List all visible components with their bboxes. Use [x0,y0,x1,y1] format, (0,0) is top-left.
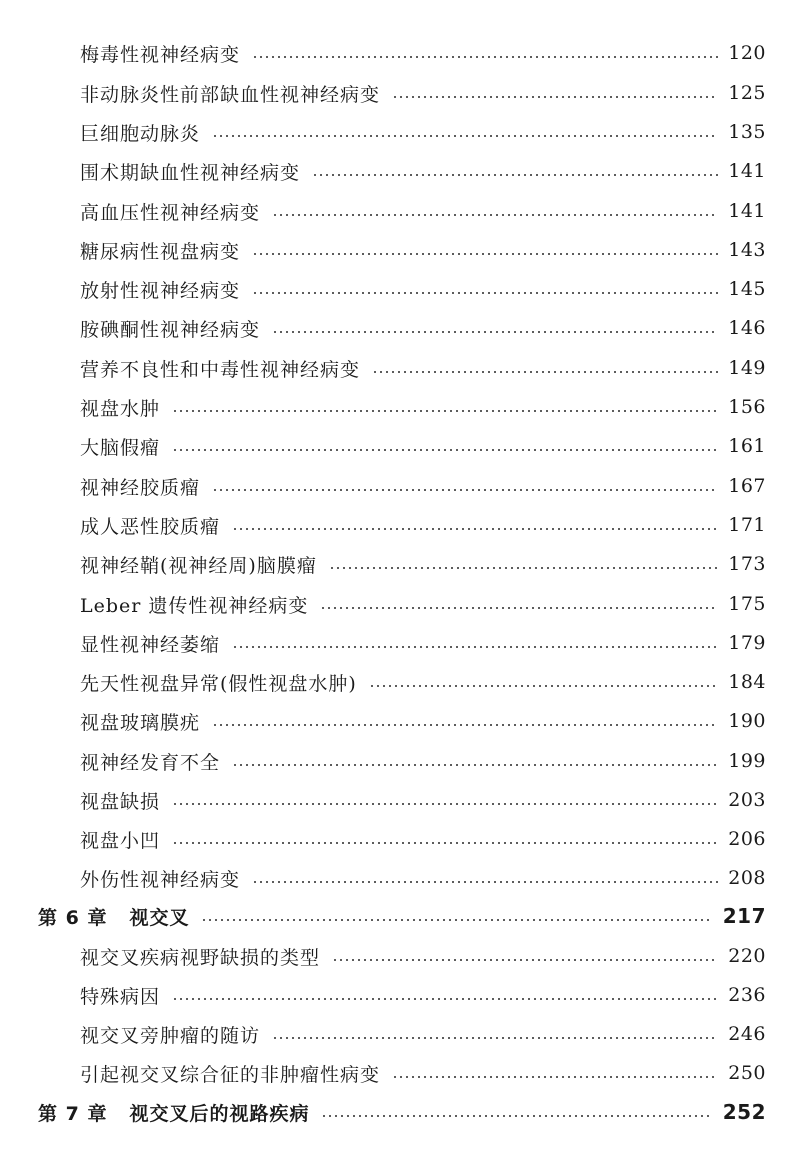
entry-page: 149 [728,357,766,379]
entry-title: 视盘水肿 [80,397,161,420]
entry-page: 220 [728,945,766,967]
entry-title: 围术期缺血性视神经病变 [80,161,301,184]
toc-entry[interactable] [80,235,766,265]
entry-title: 视交叉疾病视野缺损的类型 [80,946,321,969]
chapter-page: 252 [722,1100,766,1124]
entry-page: 156 [728,396,766,418]
entry-page: 199 [728,750,766,772]
entry-title: 糖尿病性视盘病变 [80,240,241,263]
dot-leader [232,646,718,648]
chapter-title: 视交叉 [129,906,190,929]
toc-entry[interactable] [80,746,766,776]
entry-title: 梅毒性视神经病变 [80,43,241,66]
dot-leader [392,96,718,98]
entry-page: 120 [728,42,766,64]
entry-page: 141 [728,200,766,222]
dot-leader [320,607,718,609]
entry-title: 巨细胞动脉炎 [80,122,201,145]
chapter-6-heading[interactable] [38,901,766,931]
toc-entry[interactable] [80,589,766,619]
dot-leader [252,881,718,883]
toc-entry[interactable] [80,471,766,501]
toc-entry[interactable] [80,863,766,893]
entry-title: 外伤性视神经病变 [80,868,241,891]
entry-page: 179 [728,632,766,654]
chapter-number: 第 7 章 [38,1102,108,1125]
dot-leader [172,410,718,412]
entry-page: 135 [728,121,766,143]
entry-page: 145 [728,278,766,300]
entry-title: 大脑假瘤 [80,436,161,459]
toc-entry[interactable] [80,510,766,540]
entry-title: 显性视神经萎缩 [80,633,221,656]
dot-leader [372,371,718,373]
entry-title: 视神经胶质瘤 [80,476,201,499]
dot-leader [172,842,718,844]
entry-title: 营养不良性和中毒性视神经病变 [80,358,361,381]
chapter-title: 视交叉后的视路疾病 [129,1102,310,1125]
entry-page: 184 [728,671,766,693]
toc-entry[interactable] [80,78,766,108]
chapter-page: 217 [722,904,766,928]
entry-page: 171 [728,514,766,536]
dot-leader [172,998,718,1000]
toc-entry[interactable] [80,156,766,186]
dot-leader [212,724,718,726]
toc-entry[interactable] [80,392,766,422]
chapter-7-heading[interactable] [38,1097,766,1127]
entry-page: 143 [728,239,766,261]
entry-title: 成人恶性胶质瘤 [80,515,221,538]
entry-title: 视盘缺损 [80,790,161,813]
toc-entry[interactable] [80,38,766,68]
entry-page: 146 [728,317,766,339]
dot-leader [172,803,718,805]
dot-leader [369,685,718,687]
toc-entry[interactable] [80,431,766,461]
dot-leader [232,528,718,530]
toc-entry[interactable] [80,941,766,971]
entry-page: 206 [728,828,766,850]
toc-entry[interactable] [80,628,766,658]
toc-entry[interactable] [80,1019,766,1049]
dot-leader [252,292,718,294]
dot-leader [321,1115,712,1117]
entry-page: 246 [728,1023,766,1045]
toc-entry[interactable] [80,1058,766,1088]
dot-leader [272,214,718,216]
dot-leader [312,174,718,176]
toc-entry[interactable] [80,353,766,383]
chapter-number: 第 6 章 [38,906,108,929]
entry-title: 视神经发育不全 [80,751,221,774]
dot-leader [212,135,718,137]
toc-entry[interactable] [80,667,766,697]
toc-entry[interactable] [80,117,766,147]
entry-page: 208 [728,867,766,889]
entry-page: 236 [728,984,766,1006]
entry-page: 190 [728,710,766,732]
entry-title: 先天性视盘异常(假性视盘水肿) [80,672,357,695]
toc-entry[interactable] [80,274,766,304]
entry-title: 高血压性视神经病变 [80,201,261,224]
toc-entry[interactable] [80,313,766,343]
entry-page: 203 [728,789,766,811]
entry-page: 175 [728,593,766,615]
entry-page: 141 [728,160,766,182]
toc-entry[interactable] [80,706,766,736]
dot-leader [329,567,718,569]
entry-title: Leber 遗传性视神经病变 [80,594,309,617]
entry-title: 特殊病因 [80,985,161,1008]
entry-page: 173 [728,553,766,575]
dot-leader [332,959,718,961]
entry-title: 放射性视神经病变 [80,279,241,302]
toc-entry[interactable] [80,785,766,815]
entry-title: 视盘小凹 [80,829,161,852]
entry-page: 167 [728,475,766,497]
dot-leader [172,449,718,451]
toc-entry[interactable] [80,549,766,579]
dot-leader [201,919,712,921]
entry-page: 161 [728,435,766,457]
dot-leader [232,764,718,766]
dot-leader [212,489,718,491]
toc-entry[interactable] [80,980,766,1010]
toc-entry[interactable] [80,824,766,854]
dot-leader [252,56,718,58]
dot-leader [272,331,718,333]
entry-title: 视神经鞘(视神经周)脑膜瘤 [80,554,317,577]
dot-leader [272,1037,718,1039]
entry-title: 视盘玻璃膜疣 [80,711,201,734]
entry-page: 250 [728,1062,766,1084]
entry-title: 视交叉旁肿瘤的随访 [80,1024,261,1047]
entry-title: 胺碘酮性视神经病变 [80,318,261,341]
entry-title: 非动脉炎性前部缺血性视神经病变 [80,83,381,106]
entry-title: 引起视交叉综合征的非肿瘤性病变 [80,1063,381,1086]
dot-leader [392,1076,718,1078]
toc-entry[interactable] [80,196,766,226]
entry-page: 125 [728,82,766,104]
dot-leader [252,253,718,255]
